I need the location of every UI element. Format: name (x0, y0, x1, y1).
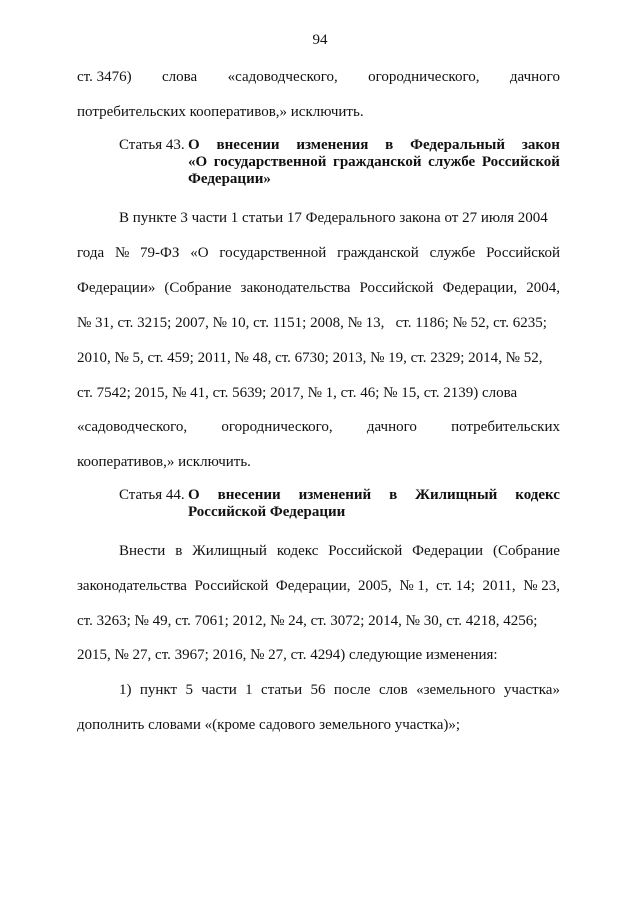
word: пункт (139, 682, 178, 698)
paragraph-2-line-6: ст. 7542; 2015, № 41, ст. 5639; 2017, № 1, ст. 46; № 15, ст. 2139) слова (77, 385, 518, 401)
word: Российской (359, 280, 434, 296)
word: «садоводческого, (77, 419, 188, 435)
word: статьи (261, 682, 303, 698)
paragraph-4-line-2: дополнить словами «(кроме садового земельного участка)»; (77, 717, 461, 733)
word: в (389, 487, 398, 503)
paragraph-3-line-2 (77, 577, 560, 595)
word: законодательства (77, 578, 187, 594)
word: участка» (503, 682, 560, 698)
word: изменений (298, 487, 372, 503)
article-44-title (188, 487, 560, 521)
word: 1) (119, 682, 132, 698)
word: 1 (245, 682, 253, 698)
word: Федерации» (77, 280, 156, 296)
word: «О (190, 245, 209, 261)
word: 2005, (358, 578, 392, 594)
word: гражданской (337, 245, 419, 261)
word: части (201, 682, 237, 698)
word: Внести (119, 543, 166, 559)
article-43-label: Статья 43. (119, 137, 185, 153)
paragraph-1-line-1 (77, 68, 560, 86)
word: кодекс (515, 487, 560, 503)
paragraph-2-line-5: 2010, № 5, ст. 459; 2011, № 48, ст. 6730; 2013, № 19, ст. 2329; 2014, № 52, (77, 350, 543, 366)
paragraph-4-line-1 (119, 681, 560, 699)
word: государственной (219, 245, 327, 261)
word: дачного (366, 419, 417, 435)
article-44-label: Статья 44. (119, 487, 185, 503)
word: дачного (509, 69, 560, 85)
article-43-title (188, 137, 560, 188)
paragraph-3-line-4: 2015, № 27, ст. 3967; 2016, № 27, ст. 4294) следующие изменения: (77, 647, 498, 663)
word: 2004, (526, 280, 560, 296)
word: государственной (213, 154, 327, 170)
word: 56 (310, 682, 326, 698)
article-43-title-line-1 (188, 137, 560, 154)
article-43-title-line-2 (188, 154, 560, 171)
word: законодательства (240, 280, 351, 296)
word: службе (429, 245, 476, 261)
word: № 1, (399, 578, 429, 594)
word: Российской (486, 245, 560, 261)
article-44-title-line-2: Российской Федерации (188, 504, 346, 520)
word: огороднического, (368, 69, 480, 85)
word: «земельного (416, 682, 496, 698)
word: Российской (481, 154, 560, 170)
paragraph-2-line-3 (77, 279, 560, 297)
word: Жилищный (415, 487, 498, 503)
word: «садоводческого, (227, 69, 338, 85)
word: года (77, 245, 105, 261)
word: Федеральный (410, 137, 506, 153)
word: кодекс (276, 543, 319, 559)
paragraph-2-line-4: № 31, ст. 3215; 2007, № 10, ст. 1151; 2008, № 13, ст. 1186; № 52, ст. 6235; (77, 315, 547, 331)
paragraph-2-line-8: кооперативов,» исключить. (77, 454, 251, 470)
word: (Собрание (492, 543, 560, 559)
word: изменения (296, 137, 369, 153)
word: после (333, 682, 371, 698)
article-44-title-line-1 (188, 487, 560, 504)
word: закон (521, 137, 560, 153)
word: 5 (185, 682, 193, 698)
paragraph-2-line-2 (77, 244, 560, 262)
word: Федерации, (275, 578, 351, 594)
word: ст. 3476) (77, 69, 132, 85)
word: О (188, 137, 200, 153)
word: № (114, 245, 130, 261)
word: слова (162, 69, 198, 85)
word: Российской (194, 578, 269, 594)
word: ст. 14; (436, 578, 475, 594)
word: внесении (216, 137, 280, 153)
word: «О (188, 154, 208, 170)
word: службе (428, 154, 476, 170)
word: 2011, (482, 578, 516, 594)
word: 79-ФЗ (140, 245, 180, 261)
word: Федерации (412, 543, 484, 559)
word: огороднического, (221, 419, 333, 435)
paragraph-1-line-2: потребительских кооперативов,» исключить. (77, 104, 364, 120)
paragraph-3-line-3: ст. 3263; № 49, ст. 7061; 2012, № 24, ст. 3072; 2014, № 30, ст. 4218, 4256; (77, 613, 538, 629)
word: в (385, 137, 394, 153)
word: слов (378, 682, 408, 698)
word: Федерации, (442, 280, 518, 296)
page-number: 94 (312, 32, 328, 48)
word: Российской (328, 543, 403, 559)
word: № 23, (523, 578, 560, 594)
paragraph-2-line-7 (77, 418, 560, 436)
word: потребительских (451, 419, 560, 435)
word: в (175, 543, 183, 559)
article-43-title-line-3: Федерации» (188, 171, 271, 187)
paragraph-2-line-1: В пункте 3 части 1 статьи 17 Федерального закона от 27 июля 2004 (119, 210, 548, 226)
word: гражданской (333, 154, 422, 170)
word: (Собрание (164, 280, 232, 296)
word: О (188, 487, 200, 503)
word: внесении (217, 487, 281, 503)
word: Жилищный (192, 543, 267, 559)
paragraph-3-line-1 (119, 542, 560, 560)
